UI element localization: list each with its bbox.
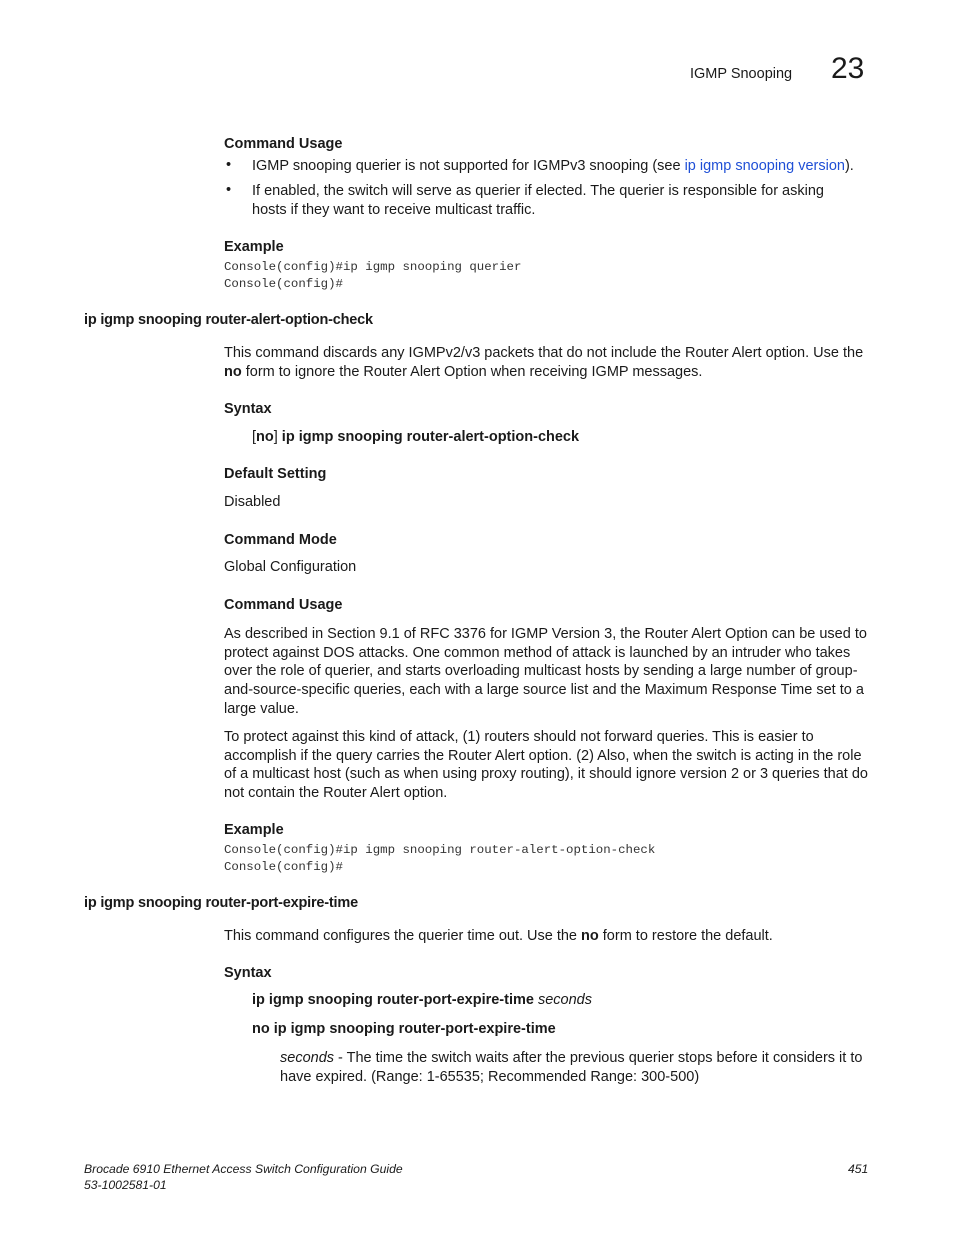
- syntax-heading: Syntax: [224, 401, 272, 417]
- footer-page-number: 451: [848, 1162, 869, 1176]
- bullet-icon: •: [226, 182, 232, 198]
- footer-doc-title: Brocade 6910 Ethernet Access Switch Configuration Guide: [84, 1162, 403, 1176]
- usage-bullet-2: If enabled, the switch will serve as querier if elected. The querier is responsible for asking hosts if they want to receive multicast traffic.: [252, 183, 824, 218]
- example-heading: Example: [224, 239, 284, 255]
- syntax-line: [252, 429, 579, 445]
- description-text-end: form to ignore the Router Alert Option when receiving IGMP messages.: [241, 363, 703, 380]
- syntax-bracket-open: [: [252, 429, 257, 445]
- description-text-end: form to restore the default.: [598, 928, 773, 944]
- bullet-icon: •: [226, 157, 232, 173]
- no-keyword: no: [581, 928, 599, 944]
- usage-paragraph-1: As described in Section 9.1 of RFC 3376 for IGMP Version 3, the Router Alert Option can be used to protect against DOS attacks. One common method of attack is launched by an intruder who takes over the role of querier, and starts overloading multicast hosts by sending a large number of group-and-source-specific queries, each with a large source list and the Maximum Response Time set to a large value.: [224, 626, 867, 717]
- code-example: [224, 842, 655, 876]
- parameter-name: seconds: [280, 1050, 335, 1066]
- syntax-parameter: seconds: [533, 992, 592, 1008]
- description-text: This command discards any IGMPv2/v3 packets that do not include the Router Alert option. Use the: [224, 345, 864, 361]
- example-heading: Example: [224, 822, 284, 838]
- default-setting-value: Disabled: [224, 494, 281, 510]
- default-setting-heading: Default Setting: [224, 466, 327, 482]
- description-text: This command configures the querier time out. Use the: [224, 928, 582, 944]
- usage-paragraph-2: To protect against this kind of attack, (1) routers should not forward queries. This is easier to accomplish if the query carries the Router Alert option. (2) Also, when the switch is acting in the role of a multicast host (such as when using proxy routing), it should ignore version 2 or 3 queries that do not contain the Router Alert option.: [224, 729, 868, 802]
- usage-bullet-1: [252, 157, 872, 176]
- syntax-line-2: no ip igmp snooping router-port-expire-time: [252, 1021, 556, 1037]
- section-title-router-port-expire-time: ip igmp snooping router-port-expire-time: [84, 895, 358, 911]
- syntax-heading: Syntax: [224, 965, 272, 981]
- bullet-1-text-end: ).: [844, 158, 854, 174]
- ip-igmp-snooping-version-link[interactable]: ip igmp snooping version: [684, 158, 845, 174]
- command-mode-value: Global Configuration: [224, 559, 357, 575]
- syntax-bracket-close: ]: [273, 429, 278, 445]
- chapter-number: 23: [831, 52, 865, 85]
- bullet-1-text: IGMP snooping querier is not supported for IGMPv3 snooping (see: [252, 158, 685, 174]
- syntax-line-1: [252, 992, 592, 1008]
- code-line: Console(config)#ip igmp snooping querier: [224, 260, 522, 274]
- command-usage-heading: Command Usage: [224, 597, 343, 613]
- parameter-text: - The time the switch waits after the previous querier stops before it considers it to have expired. (Range: 1-65535; Recommended Range: 300-500): [280, 1050, 863, 1085]
- section1-description: [224, 344, 869, 381]
- footer-doc-number: 53-1002581-01: [84, 1178, 167, 1192]
- section2-description: [224, 927, 869, 946]
- command-mode-heading: Command Mode: [224, 532, 337, 548]
- no-keyword: no: [224, 363, 242, 380]
- section-title-router-alert-option-check: ip igmp snooping router-alert-option-check: [84, 312, 373, 328]
- code-line: Console(config)#ip igmp snooping router-alert-option-check: [224, 843, 656, 857]
- code-line: Console(config)#: [224, 860, 343, 874]
- code-line: Console(config)#: [224, 277, 343, 291]
- command-usage-heading: Command Usage: [224, 136, 343, 152]
- syntax-command: ip igmp snooping router-port-expire-time: [252, 992, 534, 1008]
- syntax-command: ip igmp snooping router-alert-option-check: [277, 429, 580, 445]
- parameter-description: [280, 1049, 870, 1086]
- syntax-no: no: [256, 429, 274, 445]
- code-example: [224, 259, 521, 293]
- running-header-title: IGMP Snooping: [690, 66, 793, 82]
